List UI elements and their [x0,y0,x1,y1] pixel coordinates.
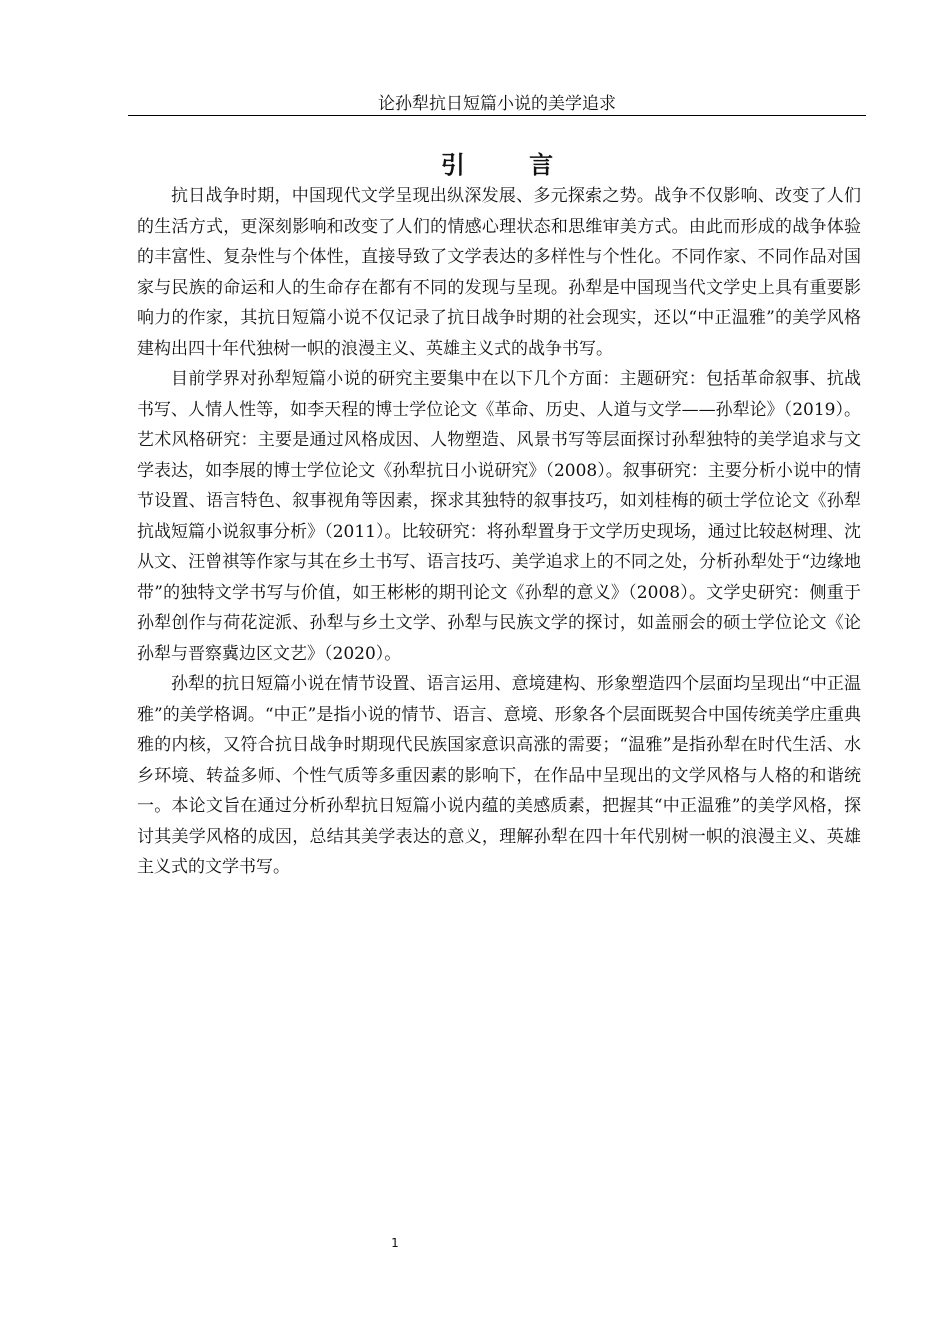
paragraph-1: 抗日战争时期，中国现代文学呈现出纵深发展、多元探索之势。战争不仅影响、改变了人们的生活方式，更深刻影响和改变了人们的情感心理状态和思维审美方式。由此而形成的战争体验的丰富性、复杂性与个体性，直接导致了文学表达的多样性与个性化。不同作家、不同作品对国家与民族的命运和人的生命存在都有不同的发现与呈现。孙犁是中国现当代文学史上具有重要影响力的作家，其抗日短篇小说不仅记录了抗日战争时期的社会现实，还以“中正温雅”的美学风格建构出四十年代独树一帜的浪漫主义、英雄主义式的战争书写。 [137,186,861,359]
running-header: 论孙犁抗日短篇小说的美学追求 [378,94,616,114]
section-title: 引 言 [440,151,582,179]
paragraph-2: 目前学界对孙犁短篇小说的研究主要集中在以下几个方面：主题研究：包括革命叙事、抗战书写、人情人性等，如李天程的博士学位论文《革命、历史、人道与文学——孙犁论》（2019）。艺术风格研究：主要是通过风格成因、人物塑造、风景书写等层面探讨孙犁独特的美学追求与文学表达，如李展的博士学位论文《孙犁抗日小说研究》（2008）。叙事研究：主要分析小说中的情节设置、语言特色、叙事视角等因素，探求其独特的叙事技巧，如刘桂梅的硕士学位论文《孙犁抗战短篇小说叙事分析》（2011）。比较研究：将孙犁置身于文学历史现场，通过比较赵树理、沈从文、汪曾祺等作家与其在乡土书写、语言技巧、美学追求上的不同之处，分析孙犁处于“边缘地带”的独特文学书写与价值，如王彬彬的期刊论文《孙犁的意义》（2008）。文学史研究：侧重于孙犁创作与荷花淀派、孙犁与乡土文学、孙犁与民族文学的探讨，如盖丽会的硕士学位论文《论孙犁与晋察冀边区文艺》（2020）。 [137,369,861,664]
page-number: 1 [391,1236,399,1250]
paragraph-3: 孙犁的抗日短篇小说在情节设置、语言运用、意境建构、形象塑造四个层面均呈现出“中正温雅”的美学格调。“中正”是指小说的情节、语言、意境、形象各个层面既契合中国传统美学庄重典雅的内核，又符合抗日战争时期现代民族国家意识高涨的需要；“温雅”是指孙犁在时代生活、水乡环境、转益多师、个性气质等多重因素的影响下，在作品中呈现出的文学风格与人格的和谐统一。本论文旨在通过分析孙犁抗日短篇小说内蕴的美感质素，把握其“中正温雅”的美学风格，探讨其美学风格的成因，总结其美学表达的意义，理解孙犁在四十年代别树一帜的浪漫主义、英雄主义式的文学书写。 [137,674,861,877]
header-rule [128,115,866,116]
body-text [137,181,861,883]
